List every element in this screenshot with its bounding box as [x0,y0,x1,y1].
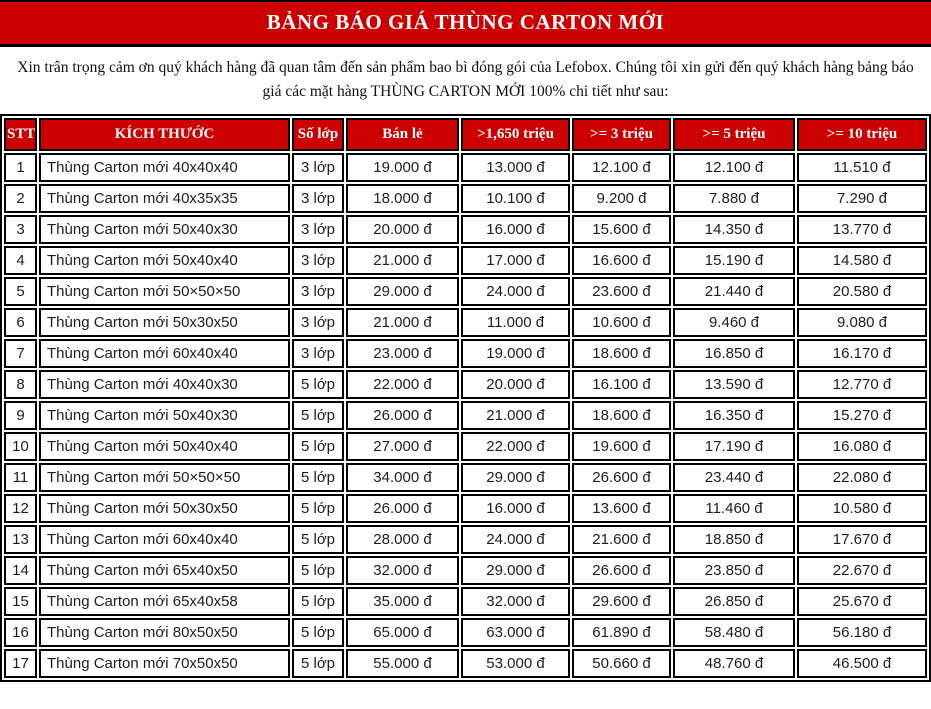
cell-layers: 3 lớp [292,339,344,368]
cell-price-retail: 27.000 đ [346,432,459,461]
cell-size: Thùng Carton mới 40x40x40 [39,153,290,182]
cell-layers: 3 lớp [292,153,344,182]
cell-layers: 5 lớp [292,401,344,430]
cell-price-tier-1650: 20.000 đ [461,370,570,399]
header-cell-tier-10tr: >= 10 triệu [797,118,927,151]
cell-layers: 3 lớp [292,308,344,337]
cell-price-tier-3tr: 16.100 đ [572,370,671,399]
table-row [4,463,927,492]
cell-layers: 5 lớp [292,587,344,616]
cell-price-tier-1650: 19.000 đ [461,339,570,368]
cell-price-tier-10tr: 17.670 đ [797,525,927,554]
cell-price-tier-5tr: 13.590 đ [673,370,795,399]
cell-price-tier-10tr: 22.670 đ [797,556,927,585]
cell-price-tier-1650: 24.000 đ [461,277,570,306]
cell-layers: 3 lớp [292,184,344,213]
cell-price-retail: 55.000 đ [346,649,459,678]
cell-price-tier-5tr: 48.760 đ [673,649,795,678]
header-cell-size: KÍCH THƯỚC [39,118,290,151]
cell-price-tier-10tr: 25.670 đ [797,587,927,616]
cell-stt: 12 [4,494,37,523]
cell-stt: 4 [4,246,37,275]
cell-price-retail: 21.000 đ [346,308,459,337]
cell-price-tier-10tr: 15.270 đ [797,401,927,430]
cell-price-tier-3tr: 26.600 đ [572,556,671,585]
cell-stt: 9 [4,401,37,430]
cell-price-tier-5tr: 15.190 đ [673,246,795,275]
cell-stt: 13 [4,525,37,554]
cell-price-tier-5tr: 17.190 đ [673,432,795,461]
table-row [4,525,927,554]
cell-layers: 5 lớp [292,618,344,647]
cell-price-retail: 21.000 đ [346,246,459,275]
table-row [4,618,927,647]
cell-layers: 5 lớp [292,649,344,678]
cell-price-tier-3tr: 9.200 đ [572,184,671,213]
cell-price-tier-3tr: 12.100 đ [572,153,671,182]
cell-size: Thùng Carton mới 70x50x50 [39,649,290,678]
cell-stt: 1 [4,153,37,182]
cell-layers: 3 lớp [292,215,344,244]
cell-stt: 3 [4,215,37,244]
cell-price-retail: 32.000 đ [346,556,459,585]
table-row [4,494,927,523]
cell-price-tier-3tr: 18.600 đ [572,339,671,368]
cell-size: Thùng Carton mới 50x40x30 [39,215,290,244]
cell-price-tier-3tr: 10.600 đ [572,308,671,337]
cell-price-tier-1650: 22.000 đ [461,432,570,461]
cell-price-tier-10tr: 16.170 đ [797,339,927,368]
table-header-row [4,118,927,151]
cell-price-tier-5tr: 16.350 đ [673,401,795,430]
cell-price-tier-5tr: 12.100 đ [673,153,795,182]
header-cell-retail: Bán lẻ [346,118,459,151]
cell-layers: 5 lớp [292,494,344,523]
table-row [4,153,927,182]
cell-price-tier-10tr: 11.510 đ [797,153,927,182]
table-body [4,153,927,678]
cell-price-retail: 23.000 đ [346,339,459,368]
cell-size: Thùng Carton mới 80x50x50 [39,618,290,647]
cell-price-tier-5tr: 18.850 đ [673,525,795,554]
page-title: BẢNG BÁO GIÁ THÙNG CARTON MỚI [0,0,931,47]
cell-price-retail: 26.000 đ [346,494,459,523]
cell-price-tier-3tr: 16.600 đ [572,246,671,275]
header-cell-layers: Số lớp [292,118,344,151]
table-row [4,401,927,430]
cell-price-tier-5tr: 23.850 đ [673,556,795,585]
cell-layers: 5 lớp [292,463,344,492]
cell-layers: 5 lớp [292,370,344,399]
table-row [4,215,927,244]
cell-price-tier-5tr: 11.460 đ [673,494,795,523]
cell-stt: 17 [4,649,37,678]
cell-price-tier-3tr: 61.890 đ [572,618,671,647]
cell-price-tier-1650: 29.000 đ [461,463,570,492]
cell-size: Thùng Carton mới 50x40x40 [39,246,290,275]
cell-price-tier-3tr: 50.660 đ [572,649,671,678]
cell-price-tier-10tr: 20.580 đ [797,277,927,306]
cell-stt: 16 [4,618,37,647]
cell-price-retail: 20.000 đ [346,215,459,244]
table-row [4,556,927,585]
header-cell-stt: STT [4,118,37,151]
cell-price-tier-5tr: 21.440 đ [673,277,795,306]
cell-price-tier-3tr: 26.600 đ [572,463,671,492]
cell-price-tier-5tr: 7.880 đ [673,184,795,213]
cell-price-tier-1650: 13.000 đ [461,153,570,182]
header-cell-tier-5tr: >= 5 triệu [673,118,795,151]
table-row [4,370,927,399]
table-row [4,184,927,213]
cell-size: Thùng Carton mới 65x40x58 [39,587,290,616]
cell-size: Thùng Carton mới 50x40x30 [39,401,290,430]
cell-layers: 5 lớp [292,525,344,554]
cell-stt: 11 [4,463,37,492]
cell-price-tier-5tr: 16.850 đ [673,339,795,368]
cell-price-tier-10tr: 16.080 đ [797,432,927,461]
cell-price-retail: 35.000 đ [346,587,459,616]
cell-layers: 3 lớp [292,277,344,306]
cell-stt: 7 [4,339,37,368]
cell-price-tier-10tr: 13.770 đ [797,215,927,244]
cell-stt: 14 [4,556,37,585]
cell-price-tier-3tr: 13.600 đ [572,494,671,523]
cell-price-tier-10tr: 10.580 đ [797,494,927,523]
cell-price-tier-5tr: 23.440 đ [673,463,795,492]
cell-price-tier-5tr: 26.850 đ [673,587,795,616]
cell-price-retail: 34.000 đ [346,463,459,492]
cell-stt: 15 [4,587,37,616]
cell-price-tier-3tr: 21.600 đ [572,525,671,554]
table-row [4,246,927,275]
cell-price-tier-1650: 63.000 đ [461,618,570,647]
cell-price-tier-3tr: 29.600 đ [572,587,671,616]
cell-stt: 10 [4,432,37,461]
cell-price-tier-5tr: 58.480 đ [673,618,795,647]
table-row [4,308,927,337]
cell-price-retail: 65.000 đ [346,618,459,647]
cell-price-tier-3tr: 18.600 đ [572,401,671,430]
table-row [4,587,927,616]
cell-layers: 3 lớp [292,246,344,275]
table-row [4,339,927,368]
cell-size: Thùng Carton mới 40x35x35 [39,184,290,213]
cell-size: Thùng Carton mới 60x40x40 [39,339,290,368]
cell-size: Thùng Carton mới 40x40x30 [39,370,290,399]
cell-price-tier-1650: 24.000 đ [461,525,570,554]
cell-price-tier-10tr: 14.580 đ [797,246,927,275]
cell-price-retail: 29.000 đ [346,277,459,306]
cell-price-retail: 28.000 đ [346,525,459,554]
cell-stt: 6 [4,308,37,337]
cell-price-tier-1650: 16.000 đ [461,215,570,244]
cell-price-tier-10tr: 56.180 đ [797,618,927,647]
table-row [4,432,927,461]
cell-price-tier-1650: 10.100 đ [461,184,570,213]
table-row [4,649,927,678]
cell-price-tier-1650: 11.000 đ [461,308,570,337]
cell-price-tier-1650: 21.000 đ [461,401,570,430]
cell-price-tier-10tr: 12.770 đ [797,370,927,399]
header-cell-tier-3tr: >= 3 triệu [572,118,671,151]
cell-layers: 5 lớp [292,432,344,461]
cell-price-tier-5tr: 9.460 đ [673,308,795,337]
cell-stt: 8 [4,370,37,399]
cell-price-tier-1650: 17.000 đ [461,246,570,275]
cell-price-tier-3tr: 19.600 đ [572,432,671,461]
cell-size: Thùng Carton mới 50x30x50 [39,494,290,523]
cell-price-retail: 26.000 đ [346,401,459,430]
table-row [4,277,927,306]
cell-size: Thùng Carton mới 50×50×50 [39,277,290,306]
intro-text: Xin trân trọng cảm ơn quý khách hàng đã quan tâm đến sản phẩm bao bì đóng gói của Lefobox. Chúng tôi xin gửi đến quý khách hàng bảng báo giá các mặt hàng THÙNG CARTON MỚI 100% chi tiết như sau: [0,47,931,114]
cell-price-tier-5tr: 14.350 đ [673,215,795,244]
cell-price-tier-1650: 16.000 đ [461,494,570,523]
cell-price-tier-10tr: 46.500 đ [797,649,927,678]
cell-size: Thùng Carton mới 50x30x50 [39,308,290,337]
cell-size: Thùng Carton mới 50x40x40 [39,432,290,461]
cell-stt: 2 [4,184,37,213]
cell-price-retail: 18.000 đ [346,184,459,213]
cell-size: Thùng Carton mới 50×50×50 [39,463,290,492]
cell-price-tier-1650: 53.000 đ [461,649,570,678]
cell-price-tier-10tr: 9.080 đ [797,308,927,337]
cell-size: Thùng Carton mới 65x40x50 [39,556,290,585]
cell-layers: 5 lớp [292,556,344,585]
cell-price-retail: 19.000 đ [346,153,459,182]
cell-price-tier-10tr: 22.080 đ [797,463,927,492]
cell-price-tier-3tr: 23.600 đ [572,277,671,306]
cell-price-tier-1650: 32.000 đ [461,587,570,616]
header-cell-tier-1650: >1,650 triệu [461,118,570,151]
cell-price-retail: 22.000 đ [346,370,459,399]
cell-size: Thùng Carton mới 60x40x40 [39,525,290,554]
price-table [0,114,931,682]
cell-stt: 5 [4,277,37,306]
cell-price-tier-1650: 29.000 đ [461,556,570,585]
cell-price-tier-3tr: 15.600 đ [572,215,671,244]
table-head [4,118,927,151]
cell-price-tier-10tr: 7.290 đ [797,184,927,213]
